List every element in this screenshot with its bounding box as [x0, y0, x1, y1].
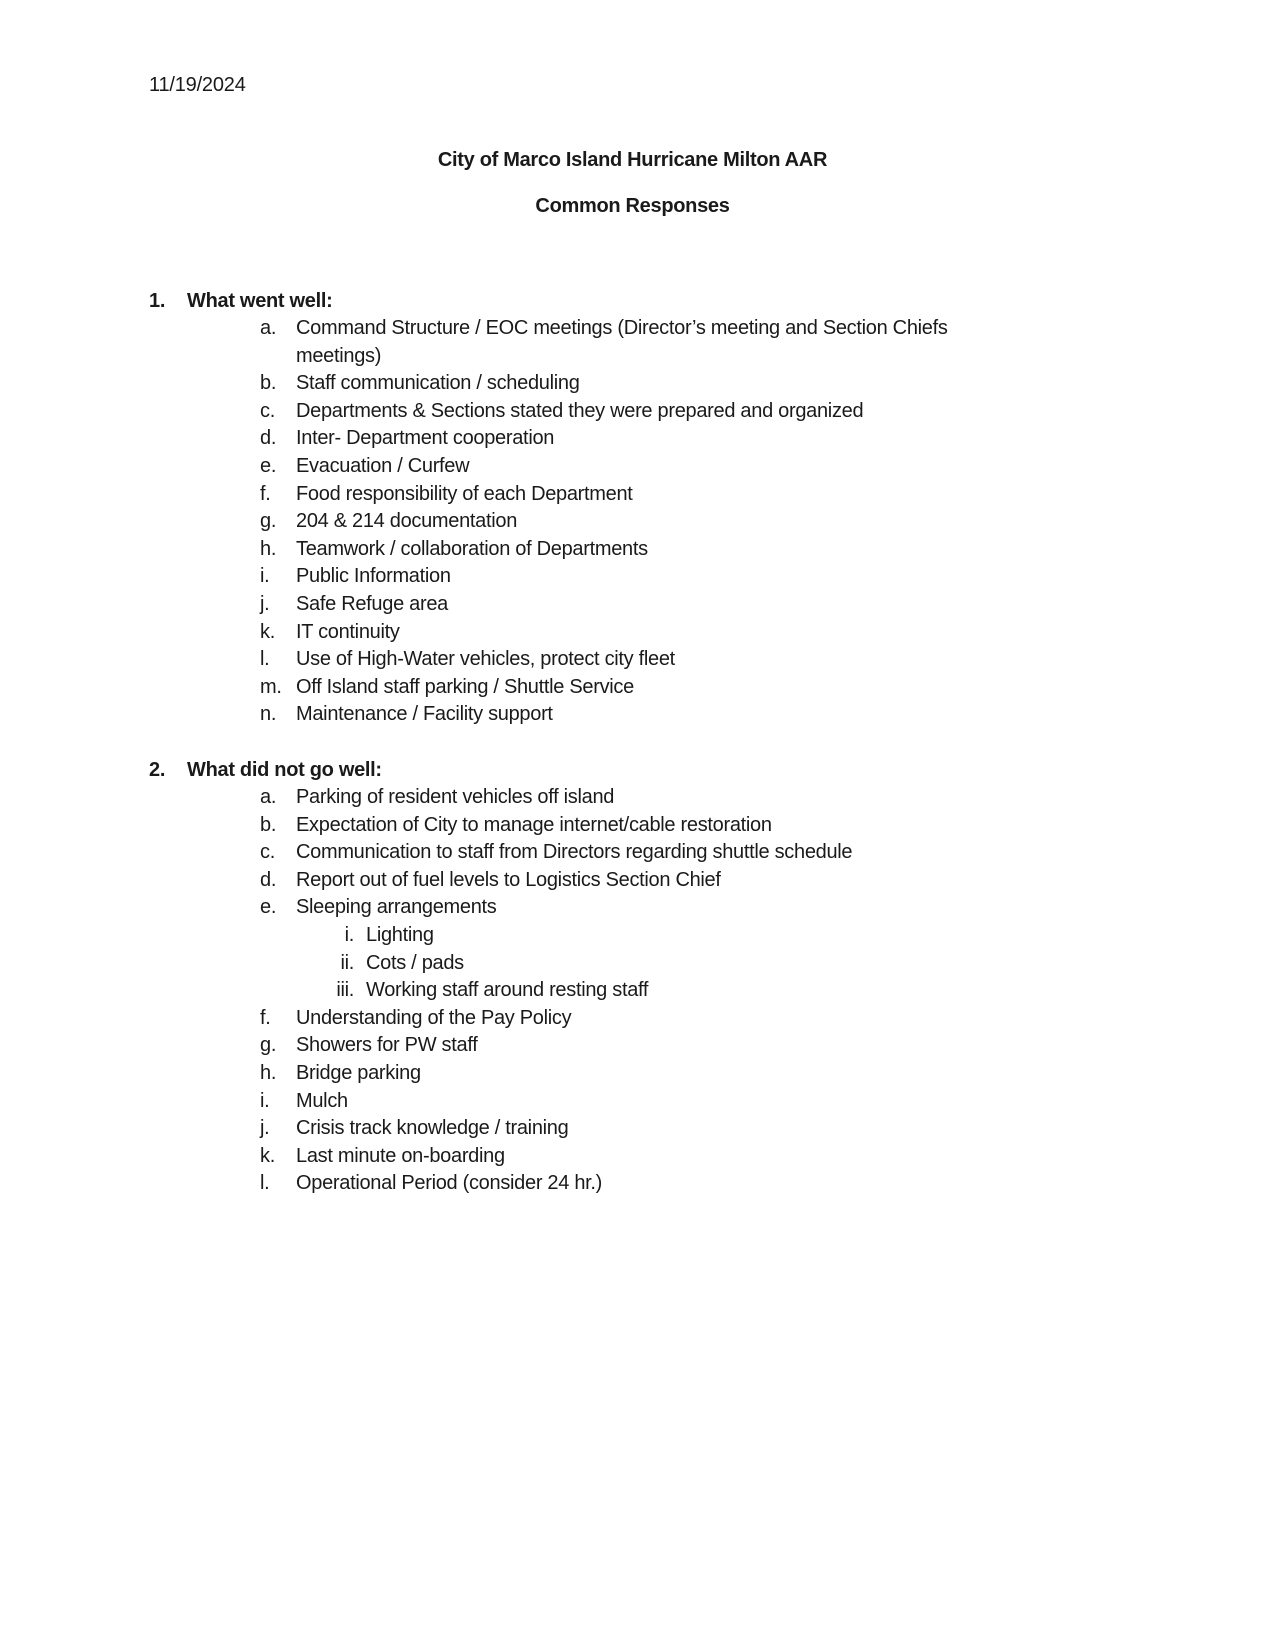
list-item [149, 894, 1149, 922]
list-item [149, 1170, 1149, 1198]
list-item [149, 1088, 1149, 1116]
list-item-text: Communication to staff from Directors regarding shuttle schedule [296, 841, 853, 864]
list-item-marker: g. [260, 510, 277, 533]
list-item [149, 563, 1149, 591]
list-item-marker: c. [260, 399, 275, 422]
list-item-marker: l. [260, 1172, 270, 1195]
list-item-marker: d. [260, 427, 277, 450]
list-item [149, 619, 1149, 647]
sub-list-item-marker: iii. [336, 979, 354, 1002]
list-item-marker: n. [260, 703, 277, 726]
list-item-text: IT continuity [296, 620, 400, 643]
list-item-text: Staff communication / scheduling [296, 372, 580, 395]
list-item-marker: i. [260, 1089, 270, 1112]
list-item [149, 839, 1149, 867]
section-went-well [149, 287, 1149, 729]
document-title: City of Marco Island Hurricane Milton AAR [437, 149, 828, 171]
list-item-marker: e. [260, 896, 277, 919]
sub-list-item-marker: i. [344, 923, 354, 946]
list-item-marker: d. [260, 868, 277, 891]
section-heading-text: What did not go well: [187, 759, 382, 781]
list-item-marker: j. [260, 1117, 270, 1140]
section-heading [149, 287, 1149, 315]
list-item [149, 674, 1149, 702]
section-heading-text: What went well: [187, 290, 333, 312]
list-item-marker: j. [260, 592, 270, 615]
list-item-text: Bridge parking [296, 1061, 421, 1084]
document-subtitle: Common Responses [535, 195, 730, 217]
section-number: 2. [149, 759, 166, 781]
list-item [149, 701, 1149, 729]
list-item-text: Use of High-Water vehicles, protect city fleet [296, 648, 675, 671]
list-item [149, 481, 1149, 509]
list-item-text: Command Structure / EOC meetings (Director’s meeting and Section Chiefs meetings) [296, 317, 948, 367]
sub-list-item-text: Working staff around resting staff [366, 979, 649, 1002]
sub-list-item [149, 950, 1149, 978]
list-item [149, 1115, 1149, 1143]
list-item-text: Operational Period (consider 24 hr.) [296, 1172, 603, 1195]
list-item-text: Food responsibility of each Department [296, 482, 633, 505]
list-item-text: Parking of resident vehicles off island [296, 786, 615, 808]
list-item [149, 867, 1149, 895]
list-item [149, 508, 1149, 536]
list-item-text: 204 & 214 documentation [296, 510, 518, 533]
list-item [149, 812, 1149, 840]
sub-list-item-marker: ii. [340, 951, 354, 974]
list-item-text: Last minute on-boarding [296, 1144, 505, 1167]
list-item [149, 370, 1149, 398]
went-well-list [149, 315, 1149, 729]
list-item-marker: g. [260, 1034, 277, 1057]
list-item-text: Understanding of the Pay Policy [296, 1006, 572, 1029]
section-did-not-go-well [149, 756, 1149, 1198]
list-item-marker: b. [260, 813, 277, 836]
list-item-text: Expectation of City to manage internet/cable restoration [296, 813, 772, 836]
list-item-text: Inter- Department cooperation [296, 427, 555, 450]
list-item-text: Sleeping arrangements [296, 896, 497, 919]
sub-list-item [149, 922, 1149, 950]
list-item-text: Maintenance / Facility support [296, 703, 553, 726]
sub-list-item-text: Cots / pads [366, 951, 464, 974]
list-item [149, 1143, 1149, 1171]
list-item-marker: f. [260, 482, 271, 505]
section-heading [149, 756, 1149, 784]
list-item-marker: h. [260, 1061, 277, 1084]
list-item-text: Public Information [296, 565, 451, 588]
list-item-marker: l. [260, 648, 270, 671]
list-item-text: Report out of fuel levels to Logistics Section Chief [296, 868, 721, 891]
list-item [149, 453, 1149, 481]
list-item-marker: c. [260, 841, 275, 864]
list-item [149, 591, 1149, 619]
list-item [149, 315, 1149, 370]
list-item-text: Teamwork / collaboration of Departments [296, 537, 648, 560]
sub-list-item [149, 977, 1149, 1005]
list-item-text: Evacuation / Curfew [296, 454, 470, 477]
section-number: 1. [149, 290, 166, 312]
list-item-marker: f. [260, 1006, 271, 1029]
list-item-marker: a. [260, 786, 277, 808]
list-item-text: Showers for PW staff [296, 1034, 478, 1057]
document-date: 11/19/2024 [149, 74, 246, 96]
list-item [149, 536, 1149, 564]
list-item-marker: b. [260, 372, 277, 395]
list-item-text: Mulch [296, 1089, 348, 1112]
list-item-marker: i. [260, 565, 270, 588]
did-not-go-well-list [149, 784, 1149, 1198]
list-item [149, 646, 1149, 674]
list-item-marker: k. [260, 620, 275, 643]
list-item-text: Safe Refuge area [296, 592, 448, 615]
list-item [149, 784, 1149, 812]
list-item-marker: h. [260, 537, 277, 560]
list-item-marker: e. [260, 454, 277, 477]
list-item-marker: m. [260, 675, 282, 698]
list-item-marker: k. [260, 1144, 275, 1167]
list-item [149, 1032, 1149, 1060]
list-item [149, 398, 1149, 426]
list-item-text: Departments & Sections stated they were prepared and organized [296, 399, 864, 422]
list-item [149, 1005, 1149, 1033]
list-item-text: Off Island staff parking / Shuttle Service [296, 675, 634, 698]
list-item [149, 425, 1149, 453]
list-item-text: Crisis track knowledge / training [296, 1117, 569, 1140]
sub-list-item-text: Lighting [366, 923, 434, 946]
list-item [149, 1060, 1149, 1088]
list-item-marker: a. [260, 317, 277, 339]
